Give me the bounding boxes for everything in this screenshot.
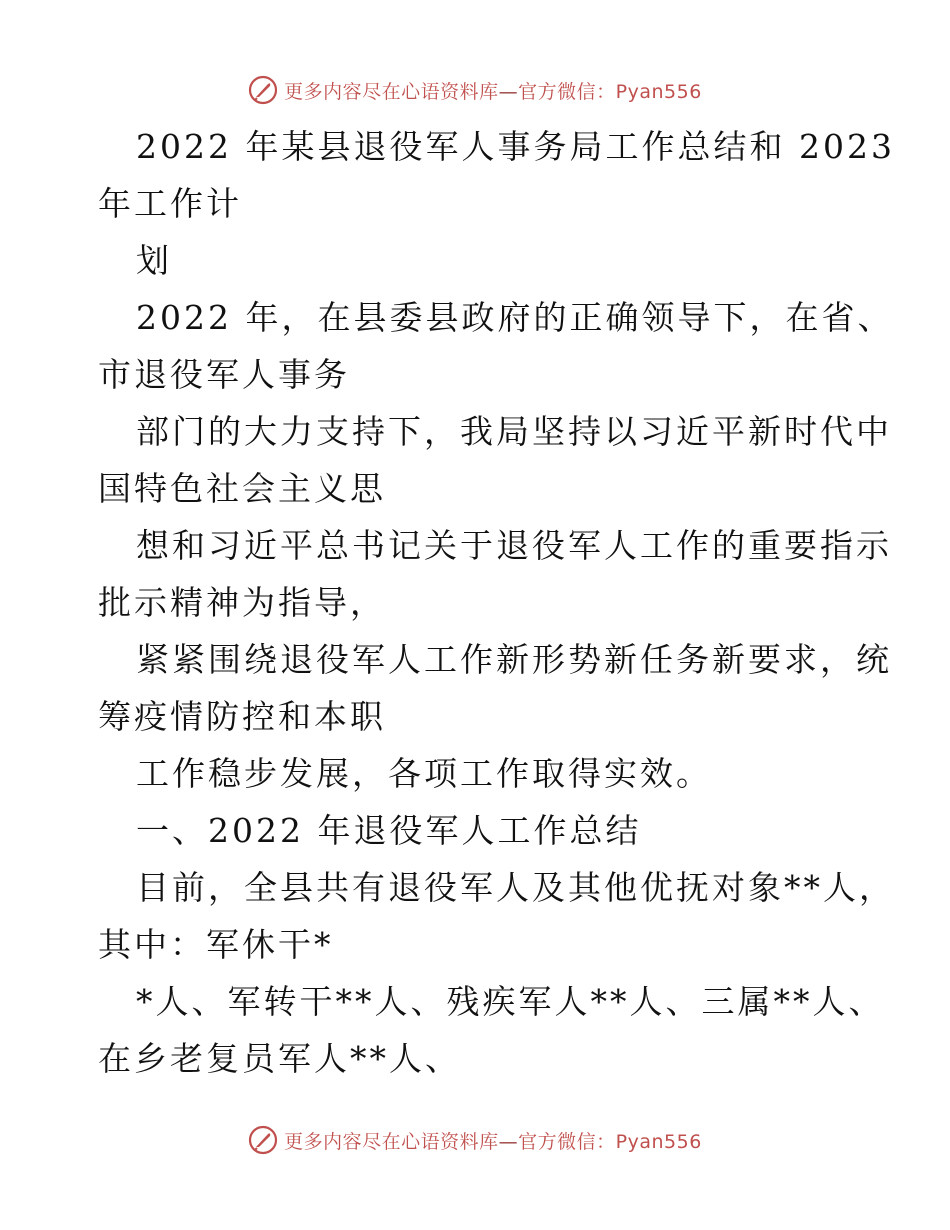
header-watermark-banner bbox=[0, 70, 950, 110]
text-line: 目前，全县共有退役军人及其他优抚对象**人， bbox=[136, 868, 895, 907]
footer-banner-title: 更多内容尽在心语资料库 bbox=[284, 1130, 499, 1153]
text-line: 在乡老复员军人**人、 bbox=[98, 1039, 461, 1078]
text-line: *人、军转干**人、残疾军人**人、三属**人、 bbox=[136, 982, 885, 1021]
footer-watermark-banner bbox=[0, 1120, 950, 1160]
footer-banner-text bbox=[284, 1127, 702, 1154]
text-line: 2022 年，在县委县政府的正确领导下，在省、 bbox=[136, 298, 894, 337]
text-line: 批示精神为指导， bbox=[98, 583, 386, 622]
text-line: 年工作计 bbox=[98, 184, 242, 223]
header-banner-title: 更多内容尽在心语资料库 bbox=[284, 80, 499, 103]
header-banner-separator: — bbox=[498, 80, 519, 103]
footer-banner-separator: — bbox=[498, 1130, 519, 1153]
text-line: 市退役军人事务 bbox=[98, 355, 350, 394]
text-line: 一、2022 年退役军人工作总结 bbox=[136, 811, 642, 850]
text-line: 2022 年某县退役军人事务局工作总结和 2023 bbox=[136, 127, 895, 166]
text-line: 其中：军休干* bbox=[98, 925, 334, 964]
text-line: 部门的大力支持下，我局坚持以习近平新时代中 bbox=[136, 412, 892, 451]
footer-banner-contact: 官方微信：Pyan556 bbox=[518, 1130, 702, 1153]
text-line: 筹疫情防控和本职 bbox=[98, 697, 386, 736]
text-line: 想和习近平总书记关于退役军人工作的重要指示 bbox=[136, 526, 892, 565]
header-banner-text bbox=[284, 77, 702, 104]
text-line: 国特色社会主义思 bbox=[98, 469, 386, 508]
feather-pen-logo-icon bbox=[248, 1125, 278, 1155]
feather-pen-logo-icon bbox=[248, 75, 278, 105]
text-line: 紧紧围绕退役军人工作新形势新任务新要求，统 bbox=[136, 640, 892, 679]
text-line: 工作稳步发展，各项工作取得实效。 bbox=[136, 754, 712, 793]
document-body bbox=[98, 118, 895, 1087]
header-banner-contact: 官方微信：Pyan556 bbox=[518, 80, 702, 103]
text-line: 划 bbox=[136, 241, 172, 280]
